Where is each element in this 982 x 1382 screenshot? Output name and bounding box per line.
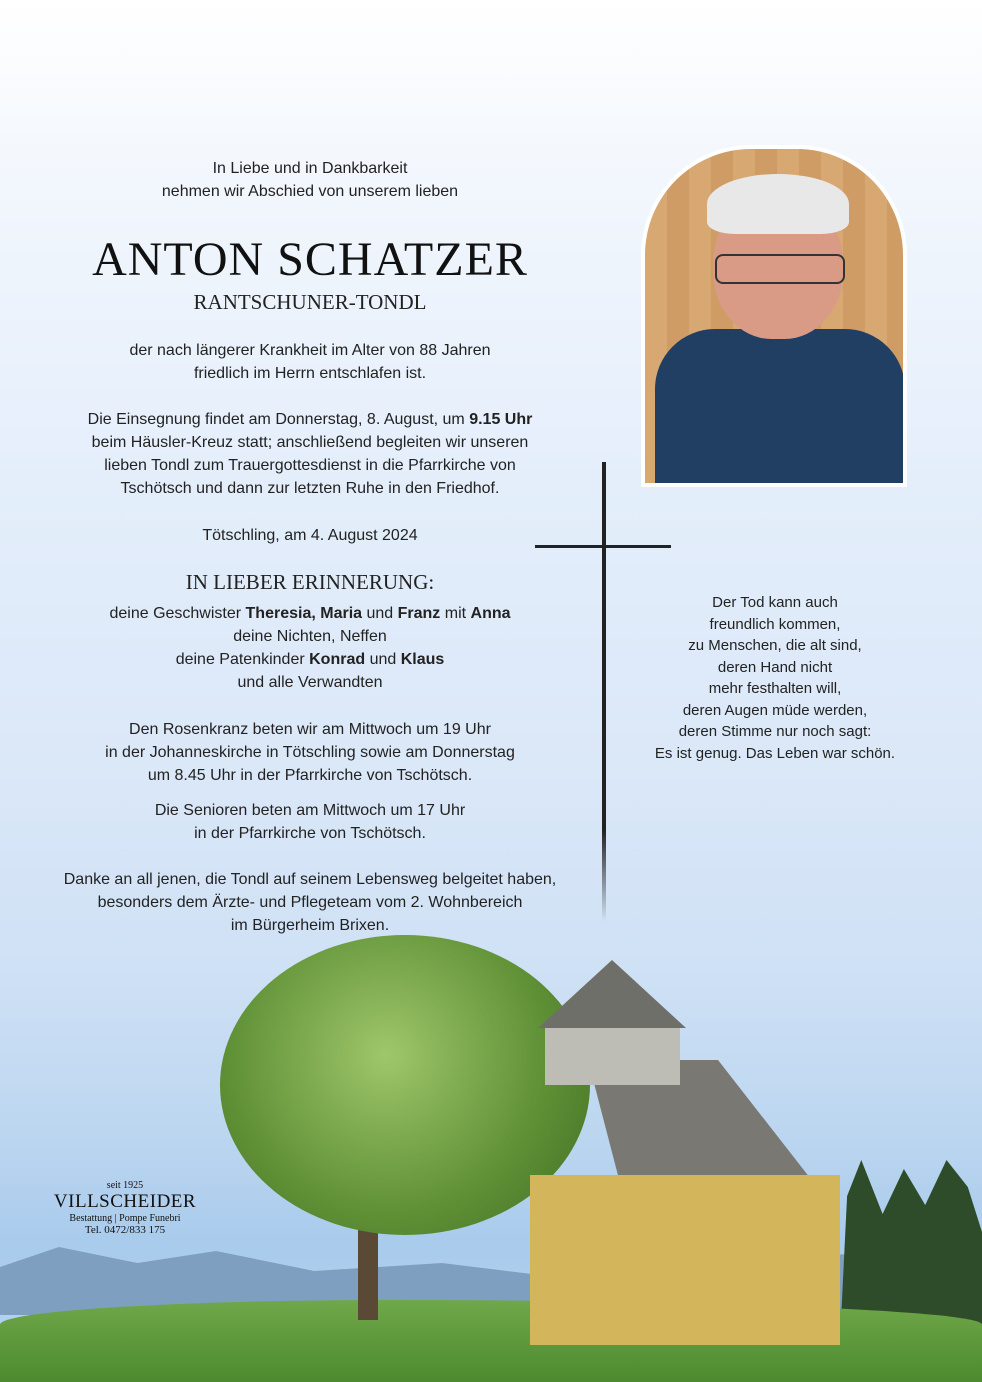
text-line: um 8.45 Uhr in der Pfarrkirche von Tschötsch. (147, 767, 473, 784)
chapel-tower (545, 1025, 680, 1085)
place-date: Tötschling, am 4. August 2024 (202, 527, 418, 544)
text-line (40, 648, 580, 671)
poem-line: deren Augen müde werden, (682, 701, 868, 719)
text-line: besonders dem Ärzte- und Pflegeteam vom 2. Wohnbereich (97, 894, 523, 911)
names: Anna (470, 605, 511, 622)
text-line: Danke an all jenen, die Tondl auf seinem Lebensweg belgeitet haben, (63, 871, 557, 888)
mourners (40, 602, 580, 694)
logo-phone: Tel. 0472/833 175 (84, 1224, 166, 1236)
cross-bar (535, 545, 671, 548)
funeral-home-logo (50, 1180, 200, 1236)
text: und (365, 651, 401, 668)
rosary-text (40, 718, 580, 787)
text: Die Einsegnung findet am Donnerstag, 8. August, um (87, 411, 470, 428)
vest (655, 329, 903, 483)
poem-line: freundlich kommen, (709, 615, 841, 633)
text-line: friedlich im Herrn entschlafen ist. (193, 365, 427, 382)
passing-text (60, 339, 560, 385)
poem-line: Es ist genug. Das Leben war schön. (654, 744, 896, 762)
text: mit (440, 605, 471, 622)
portrait-photo (641, 145, 907, 487)
poem-line: mehr festhalten will, (708, 680, 842, 697)
names: Konrad (309, 651, 366, 668)
text: und (362, 605, 398, 622)
text: deine Geschwister (109, 605, 246, 622)
text-line: deine Nichten, Neffen (233, 628, 387, 645)
logo-name: VILLSCHEIDER (53, 1191, 197, 1212)
intro-line: nehmen wir Abschied von unserem lieben (161, 183, 459, 200)
tower-roof (538, 960, 686, 1028)
ceremony-text (40, 408, 580, 500)
thanks-text (20, 868, 600, 937)
text-line: lieben Tondl zum Trauergottesdienst in die Pfarrkirche von (104, 457, 516, 474)
poem (640, 592, 910, 764)
text-line (40, 602, 580, 625)
memory-heading: IN LIEBER ERINNERUNG: (185, 570, 435, 594)
cross-icon (602, 462, 606, 922)
intro (60, 157, 560, 203)
deceased-nickname: RANTSCHUNER-TONDL (193, 290, 427, 314)
text: deine Patenkinder (175, 651, 310, 668)
text-line: in der Pfarrkirche von Tschötsch. (194, 825, 426, 842)
glasses (715, 254, 845, 284)
names: Klaus (400, 651, 445, 668)
names: Franz (397, 605, 441, 622)
text-line: und alle Verwandten (237, 674, 383, 691)
chapel (530, 1175, 840, 1345)
text-line: Den Rosenkranz beten wir am Mittwoch um 19 Uhr (129, 721, 491, 738)
text-line: Die Senioren beten am Mittwoch um 17 Uhr (154, 802, 466, 819)
text-line: der nach längerer Krankheit im Alter von 88 Jahren (129, 342, 491, 359)
seniors-text (40, 799, 580, 845)
text-line: Tschötsch und dann zur letzten Ruhe in den Friedhof. (120, 480, 500, 497)
deceased-name: ANTON SCHATZER (92, 233, 528, 286)
poem-line: deren Stimme nur noch sagt: (678, 723, 872, 740)
poem-line: zu Menschen, die alt sind, (688, 637, 862, 654)
hair (707, 174, 849, 234)
text-line: im Bürgerheim Brixen. (230, 917, 390, 934)
time: 9.15 Uhr (469, 411, 533, 428)
poem-line: deren Hand nicht (717, 658, 833, 676)
names: Theresia, Maria (245, 605, 363, 622)
logo-tagline: Bestattung | Pompe Funebri (69, 1213, 181, 1224)
text-line: beim Häusler-Kreuz statt; anschließend begleiten wir unseren (91, 434, 529, 451)
intro-line: In Liebe und in Dankbarkeit (212, 160, 408, 177)
logo-since: seit 1925 (106, 1180, 144, 1191)
text-line (40, 408, 580, 431)
text-line: in der Johanneskirche in Tötschling sowie am Donnerstag (105, 744, 515, 761)
poem-line: Der Tod kann auch (712, 594, 838, 611)
